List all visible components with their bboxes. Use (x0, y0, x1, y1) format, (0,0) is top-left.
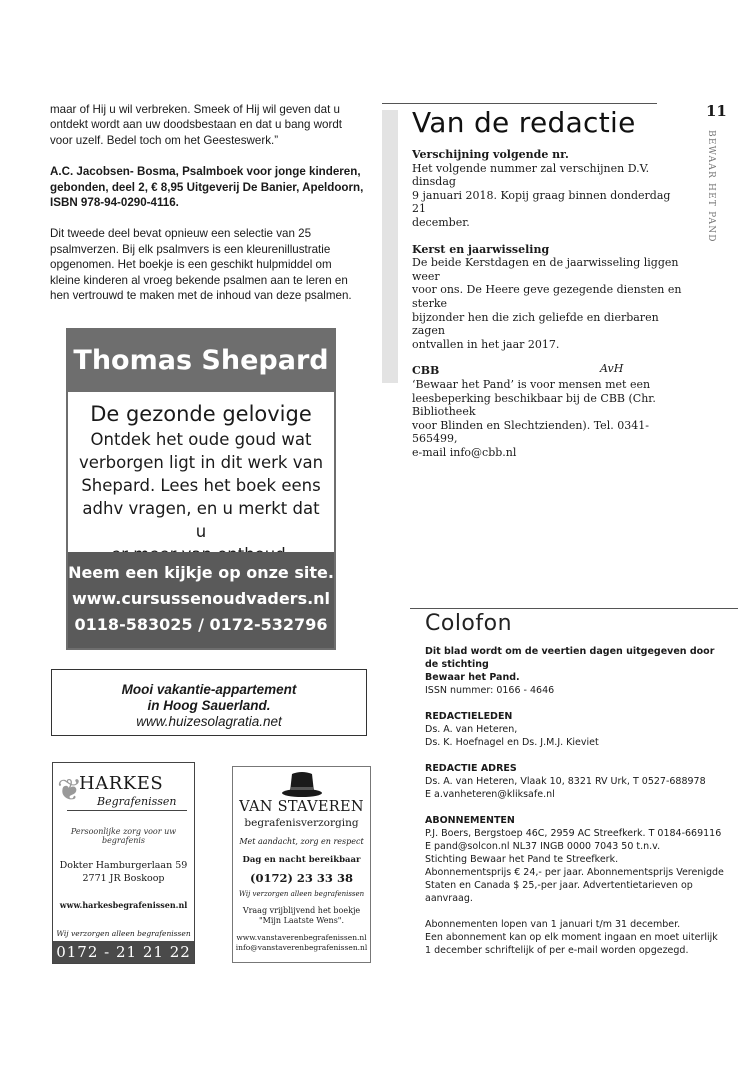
ad-vs-sub: begrafenisverzorging (244, 817, 359, 829)
ad-harkes (52, 762, 195, 964)
colofon-intro: Dit blad wordt om de veertien dagen uitgegeven door de stichting Bewaar het Pand. (425, 646, 715, 683)
divider (410, 608, 738, 609)
colofon-title: Colofon (425, 611, 513, 636)
colofon-abonnementen-heading: ABONNEMENTEN (425, 815, 515, 826)
redactie-title: Van de redactie (412, 106, 636, 139)
ad-vakantie-line2: in Hoog Sauerland. (147, 698, 271, 713)
page-number: 11 (706, 102, 727, 120)
colofon-intro-section (425, 645, 725, 697)
book-reference: A.C. Jacobsen- Bosma, Psalmboek voor jonge kinderen, gebonden, deel 2, € 8,95 Uitgeverij De Banier, Apeldoorn, ISBN 978-94-0290-4116. (50, 165, 364, 210)
ad-harkes-care: Wij verzorgen alleen begrafenissen (56, 929, 191, 938)
colofon-abonnementen: P.J. Boers, Bergstoep 46C, 2959 AC Streefkerk. T 0184-669116 E pand@solcon.nl NL37 INGB 0000 7043 50 t.n.v. Stichting Bewaar het Pand te Streefkerk. Abonnementsprijs € 24,- per jaar. Abonnementsprijs Verenigde Staten en Canada $ 25,-per jaar. Advertentietarieven op aanvraag. (425, 828, 724, 904)
colofon-adres: Ds. A. van Heteren, Vlaak 10, 8321 RV Urk, T 0527-688978 E a.vanheteren@kliksafe.nl (425, 776, 706, 800)
redactie-heading: CBB (412, 364, 440, 378)
redactie-text: Het volgende nummer zal verschijnen D.V. dinsdag 9 januari 2018. Kopij graag binnen donderdag 21 december. (412, 161, 671, 229)
left-column (50, 102, 365, 303)
divider (382, 103, 657, 104)
colofon-body (425, 645, 725, 957)
colofon-adres-heading: REDACTIE ADRES (425, 763, 517, 774)
ad-vs-tagline: Met aandacht, zorg en respect (239, 837, 364, 846)
top-hat-icon (281, 770, 323, 798)
ad-harkes-address: Dokter Hamburgerlaan 59 2771 JR Boskoop (59, 860, 188, 884)
ad-shepard-cta: Neem een kijkje op onze site. (68, 563, 334, 582)
side-label: BEWAAR HET PAND (706, 130, 716, 243)
ad-harkes-url[interactable]: www.harkesbegrafenissen.nl (59, 900, 188, 910)
ad-vs-day-night: Dag en nacht bereikbaar (242, 855, 361, 865)
ad-shepard-text: Ontdek het oude goud wat verborgen ligt in dit werk van Shepard. Lees het boek eens adhv vragen, en u merkt dat u (78, 430, 324, 541)
redactie-heading: Verschijning volgende nr. (412, 148, 569, 161)
ad-thomas-shepard (66, 328, 336, 650)
ad-harkes-name: HARKES (79, 773, 164, 794)
redactie-heading: Kerst en jaarwisseling (412, 242, 550, 256)
colofon-footer: Abonnementen lopen van 1 januari t/m 31 december. Een abonnement kan op elk moment ingaan en moet uiterlijk 1 december schriftelijk of per e-mail worden opgezegd. (425, 919, 718, 956)
colofon-redactieleden: Ds. A. van Heteren, Ds. K. Hoefnagel en Ds. J.M.J. Kieviet (425, 724, 599, 748)
ad-vs-booklet: Vraag vrijblijvend het boekje "Mijn Laatste Wens". (242, 906, 361, 925)
left-para-1: maar of Hij u wil verbreken. Smeek of Hij wil geven dat u ontdekt wordt aan uw doodsbestaan en dat u bang wordt voor uzelf. Bedel toch om het Geesteswerk.” (50, 103, 342, 147)
ad-vakantie-line1: Mooi vakantie-appartement (121, 682, 297, 697)
ad-vs-phone: (0172) 23 33 38 (250, 871, 353, 885)
section-bar (382, 110, 398, 383)
ad-shepard-subtitle: De gezonde gelovige (90, 402, 312, 426)
leaf-icon: ❦ (57, 773, 83, 808)
ad-harkes-subname: Begrafenissen (97, 795, 177, 808)
ad-vs-care: Wij verzorgen alleen begrafenissen (238, 890, 365, 898)
ad-vakantie-url[interactable]: www.huizesolagratia.net (136, 714, 282, 729)
ad-shepard-phone: 0118-583025 / 0172-532796 (74, 615, 328, 634)
redactie-text: De beide Kerstdagen en de jaarwisseling liggen weer voor ons. De Heere geve gezegende diensten en sterke bijzonder hen die zich geliefde en dierbaren zagen ontvallen in het jaar 2017. (412, 256, 682, 351)
colofon-issn: ISSN nummer: 0166 - 4646 (425, 685, 555, 696)
ad-shepard-url[interactable]: www.cursussenoudvaders.nl (71, 589, 331, 608)
redactie-signature: AvH (600, 362, 624, 375)
colofon-redactieleden-heading: REDACTIELEDEN (425, 711, 513, 722)
divider (67, 810, 187, 811)
ad-shepard-title: Thomas Shepard (68, 330, 334, 392)
redactie-section (412, 364, 687, 459)
ad-vakantie (51, 669, 367, 736)
colofon-adres-section (425, 762, 725, 801)
redactie-section (412, 148, 687, 230)
ad-van-staveren (232, 766, 371, 963)
redactie-text: ‘Bewaar het Pand’ is voor mensen met een leesbeperking beschikbaar bij de CBB (Chr. Bibliotheek voor Blinden en Slechtzienden). Tel. 0341- 565499, e-mail info@cbb.nl (412, 377, 656, 459)
colofon-abonnementen-section (425, 814, 725, 905)
redactie-section (412, 243, 687, 352)
colofon-redactieleden-section (425, 710, 725, 749)
redactie-body (412, 148, 687, 472)
ad-harkes-phone: 0172 - 21 21 22 (53, 941, 194, 963)
ad-vs-name: VAN STAVEREN (239, 799, 364, 815)
ad-harkes-tagline: Persoonlijke zorg voor uw begrafenis (70, 827, 177, 845)
ad-vs-web[interactable]: www.vanstaverenbegrafenissen.nl info@vanstaverenbegrafenissen.nl (235, 933, 368, 952)
left-para-2: Dit tweede deel bevat opnieuw een selectie van 25 psalmverzen. Bij elk psalmvers is een kleurenillustratie opgenomen. Het boekje is een geschikt hulpmiddel om kleine kinderen al vroeg bekende psalmen aan te leren en hen vertrouwd te maken met de inhoud van deze psalmen. (50, 227, 352, 303)
